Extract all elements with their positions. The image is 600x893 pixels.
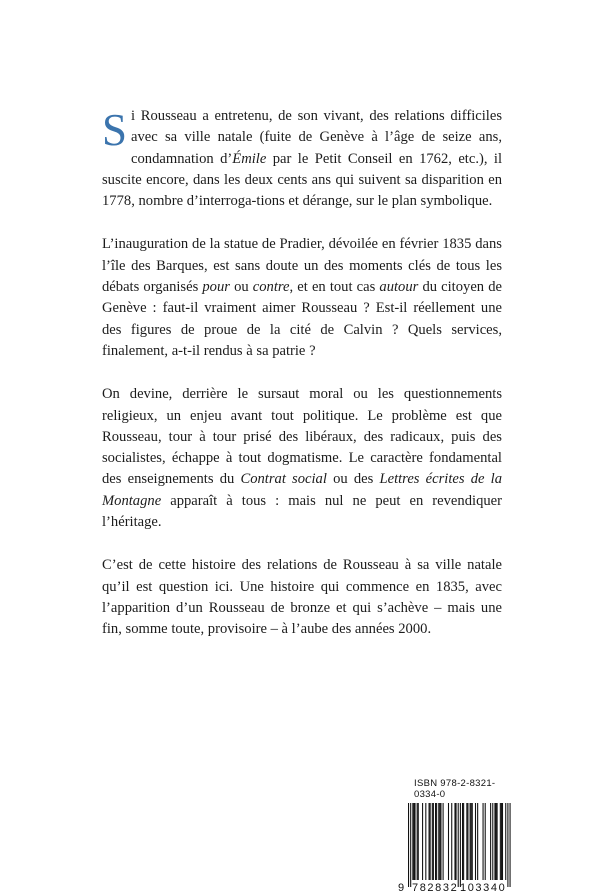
barcode-bar — [467, 803, 468, 880]
barcode-bar — [460, 803, 461, 887]
barcode-bar — [472, 803, 473, 880]
barcode-graphic — [396, 801, 520, 893]
barcode-bar — [438, 803, 439, 880]
barcode-bar — [429, 803, 430, 880]
isbn-label: ISBN 978-2-8321-0334-0 — [414, 778, 496, 800]
barcode-bar — [430, 803, 431, 880]
barcode-bar — [475, 803, 476, 880]
barcode-bar — [477, 803, 478, 880]
barcode-bar — [494, 803, 495, 880]
barcode-bar — [451, 803, 452, 880]
italic-word: contre — [252, 279, 290, 296]
barcode-bar — [456, 803, 457, 880]
italic-word: autour — [379, 279, 419, 296]
barcode-bar — [443, 803, 444, 880]
barcode-bar — [408, 803, 409, 887]
italic-title: Émile — [232, 150, 267, 167]
paragraph-4 — [102, 555, 502, 640]
barcode-first-digit: 9 — [398, 882, 405, 893]
blurb-text — [102, 106, 502, 663]
italic-title: Contrat social — [240, 471, 327, 488]
barcode-right-group: 103340 — [460, 882, 507, 893]
barcode-bar — [422, 803, 423, 880]
barcode-bar — [448, 803, 449, 880]
barcode-bar — [471, 803, 472, 880]
barcode-bar — [432, 803, 433, 880]
barcode-bar — [492, 803, 493, 880]
paragraph-1 — [102, 106, 502, 212]
barcode-bar — [490, 803, 491, 880]
paragraph-3 — [102, 384, 502, 533]
isbn-barcode — [396, 778, 520, 893]
barcode-bar — [510, 803, 511, 887]
barcode-bar — [500, 803, 501, 880]
barcode-bar — [497, 803, 498, 880]
barcode-bar — [458, 803, 459, 887]
paragraph-2 — [102, 234, 502, 362]
barcode-bar — [466, 803, 467, 880]
text-run: ou des — [326, 471, 380, 488]
barcode-bar — [413, 803, 414, 880]
barcode-bars — [408, 803, 511, 887]
barcode-bar — [436, 803, 437, 880]
text-run: apparaît à tous : mais nul ne peut en revendiquer l’héritage. — [102, 492, 502, 531]
barcode-bar — [502, 803, 503, 880]
text-run: , et en tout cas — [289, 279, 380, 296]
barcode-bar — [483, 803, 484, 880]
barcode-bar — [454, 803, 455, 880]
barcode-bar — [412, 803, 413, 880]
text-run: L’inauguration de la statue de Pradier, dévoilée en février 1835 dans l’île des Barques, est sans doute un des moments clés de tous les débats organisés — [102, 236, 502, 296]
text-run: C’est de cette histoire des relations de Rousseau à sa ville natale qu’il est question ici. Une histoire qui commence en 1835, avec l’apparition d’un Rousseau de bronze et qui s’achève – mais une fin, somme toute, provisoire – à l’aube des années 2000. — [102, 557, 502, 638]
barcode-bar — [440, 803, 441, 880]
barcode-bar — [505, 803, 506, 880]
text-run: On devine, derrière le sursaut moral ou les questionnements religieux, un enjeu avant tout politique. Le problème est que Rousseau, tour à tour prisé des libéraux, des radicaux, puis des socialistes, échappe à tout dogmatisme. Le caractère fondamental des enseignements du — [102, 386, 502, 488]
barcode-bar — [410, 803, 411, 887]
barcode-bar — [425, 803, 426, 880]
barcode-left-group: 782832 — [412, 882, 459, 893]
barcode-bar — [507, 803, 508, 887]
barcode-bar — [485, 803, 486, 880]
italic-title: Lettres écrites de la Montagne — [102, 471, 503, 509]
barcode-bar — [463, 803, 464, 880]
barcode-bar — [418, 803, 419, 880]
barcode-bar — [417, 803, 418, 880]
text-run: ou — [229, 279, 253, 296]
text-run: par le Petit Conseil en 1762, etc.), il suscite encore, dans les deux cents ans qui suivent sa disparition en 1778, nombre d’interroga-tions et dérange, sur le plan symbolique. — [102, 150, 503, 210]
text-run: i Rousseau a entretenu, de son vivant, des relations difficiles avec sa ville natale (fuite de Genève à l’âge de seize ans, condamnation d’ — [131, 108, 502, 167]
italic-word: pour — [202, 279, 230, 296]
barcode-bar — [414, 803, 415, 880]
text-run: du citoyen de Genève : faut-il vraiment aimer Rousseau ? Est-il réellement une des figures de proue de la cité de Calvin ? Quels services, finalement, a-t-il rendus à sa patrie ? — [102, 279, 502, 359]
barcode-bar — [462, 803, 463, 880]
barcode-bar — [439, 803, 440, 880]
barcode-bar — [470, 803, 471, 880]
barcode-bar — [433, 803, 434, 880]
barcode-bar — [495, 803, 496, 880]
barcode-bar — [435, 803, 436, 880]
barcode-bar — [501, 803, 502, 880]
drop-cap: S — [102, 105, 128, 155]
